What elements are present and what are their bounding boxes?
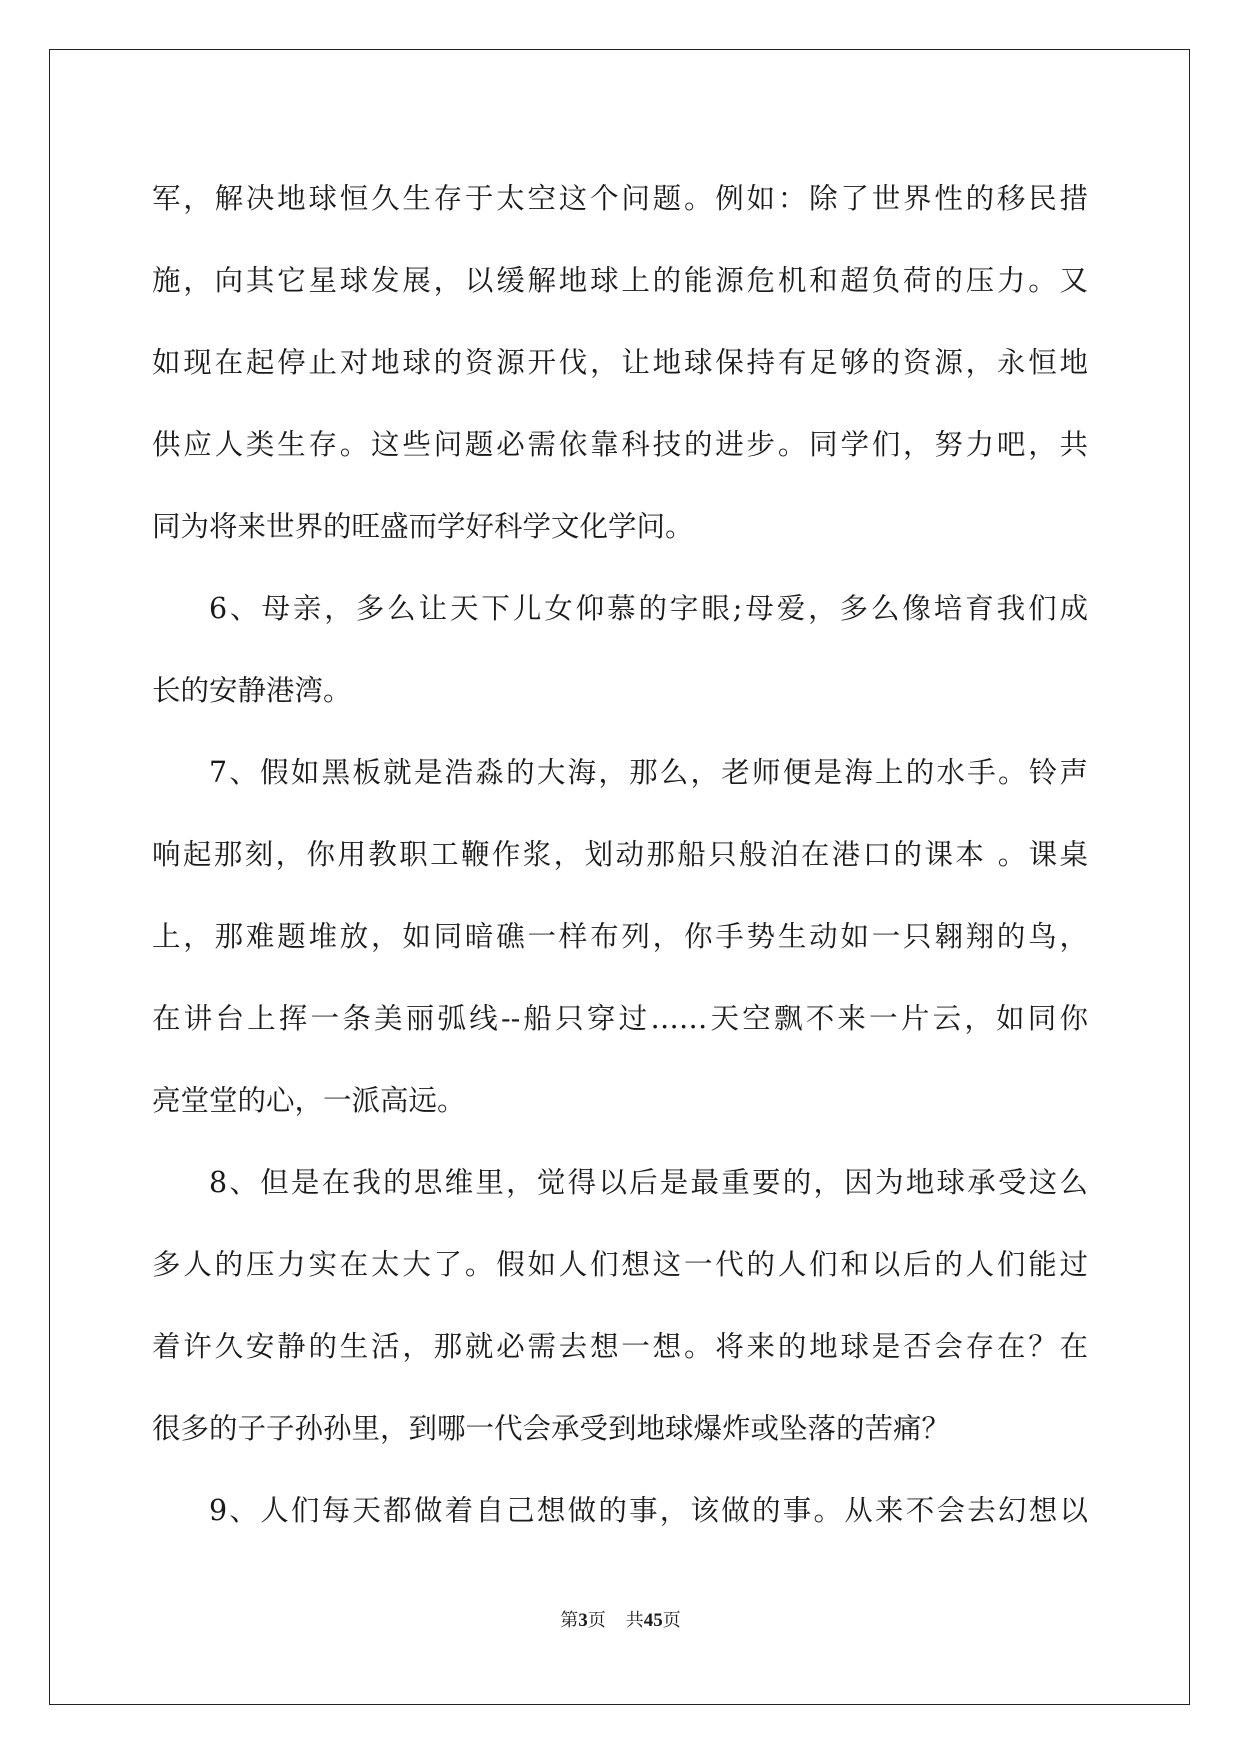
document-body xyxy=(152,158,1088,1552)
text-line: 响起那刻，你用教职工鞭作浆，划动那船只般泊在港口的课本 。课桌 xyxy=(152,838,1088,871)
text-line: 很多的子子孙孙里，到哪一代会承受到地球爆炸或坠落的苦痛？ xyxy=(152,1412,951,1445)
text-line: 军，解决地球恒久生存于太空这个问题。例如：除了世界性的移民措 xyxy=(152,182,1088,215)
text-line: 在讲台上挥一条美丽弧线--船只穿过……天空飘不来一片云，如同你 xyxy=(152,1002,1088,1035)
text-line: 供应人类生存。这些问题必需依靠科技的进步。同学们，努力吧，共 xyxy=(152,428,1088,461)
text-line: 长的安静港湾。 xyxy=(152,674,352,707)
footer-page-number: 3 xyxy=(578,1610,588,1631)
footer-page-suffix: 页 xyxy=(587,1610,606,1631)
text-line: 同为将来世界的旺盛而学好科学文化学问。 xyxy=(152,510,694,543)
paragraph-start-line: 6、母亲，多么让天下儿女仰慕的字眼;母爱，多么像培育我们成 xyxy=(209,592,1088,625)
text-line: 着许久安静的生活，那就必需去想一想。将来的地球是否会存在？在 xyxy=(152,1330,1088,1363)
text-line: 如现在起停止对地球的资源开伐，让地球保持有足够的资源，永恒地 xyxy=(152,346,1088,379)
paragraph-start-line: 8、但是在我的思维里，觉得以后是最重要的，因为地球承受这么 xyxy=(209,1166,1088,1199)
text-line: 亮堂堂的心，一派高远。 xyxy=(152,1084,466,1117)
footer-total-prefix: 共 xyxy=(625,1610,644,1631)
text-line: 上，那难题堆放，如同暗礁一样布列，你手势生动如一只翱翔的鸟， xyxy=(152,920,1088,953)
paragraph-start-line: 7、假如黑板就是浩淼的大海，那么，老师便是海上的水手。铃声 xyxy=(209,756,1088,789)
text-line: 施，向其它星球发展，以缓解地球上的能源危机和超负荷的压力。又 xyxy=(152,264,1088,297)
page-footer xyxy=(0,1606,1241,1632)
footer-total-pages: 45 xyxy=(643,1610,663,1631)
text-line: 多人的压力实在太大了。假如人们想这一代的人们和以后的人们能过 xyxy=(152,1248,1088,1281)
footer-total-suffix: 页 xyxy=(662,1610,681,1631)
footer-page-prefix: 第 xyxy=(560,1610,579,1631)
paragraph-start-line: 9、人们每天都做着自己想做的事，该做的事。从来不会去幻想以 xyxy=(209,1494,1088,1527)
